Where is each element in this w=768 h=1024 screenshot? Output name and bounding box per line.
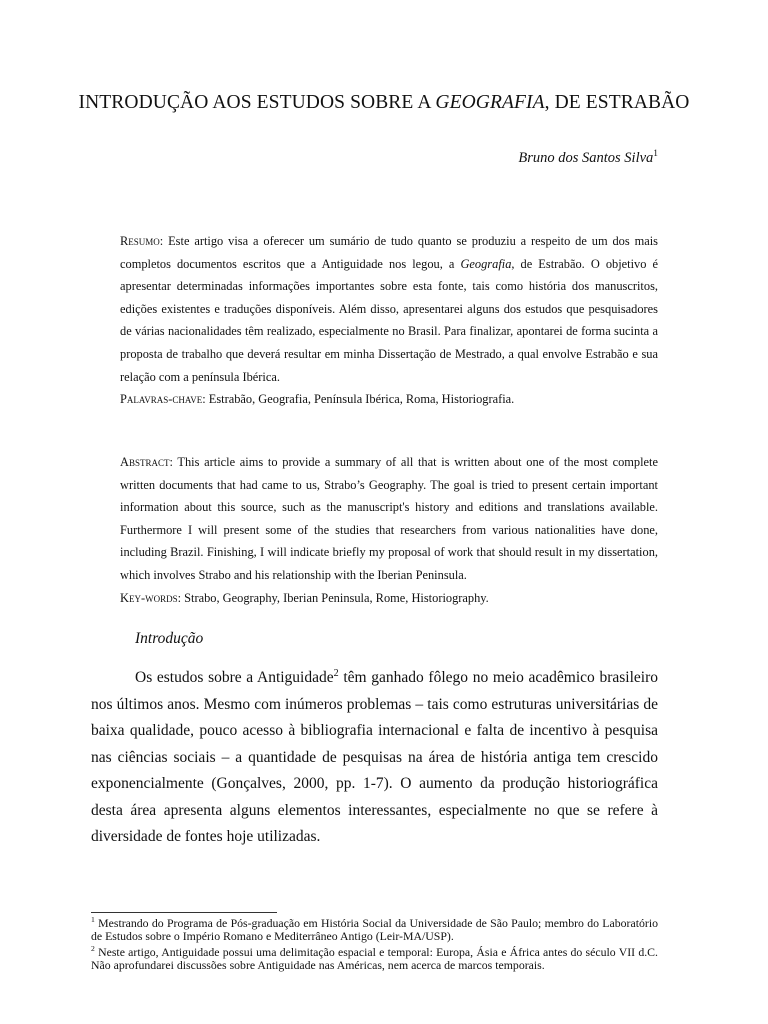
resumo-italic-text: Geografia (460, 256, 512, 271)
palavras-chave (120, 388, 658, 411)
body-text: Os estudos sobre a Antiguidade (135, 669, 334, 686)
abstract-text: This article aims to provide a summary of all that is written about one of the most complete written documents that had came to us, Strabo’s Geography. The goal is tried to present certain important information about this source, such as the manuscript's history and editions and translations available. Furthermore I will present some of the studies that researchers from various nationalities have done, including Brazil. Finishing, I will indicate briefly my proposal of work that should result in my dissertation, which involves Strabo and his relationship with the Iberian Peninsula. (120, 455, 658, 582)
footnote-mark: 1 (91, 915, 95, 925)
keywords-label: Key-words: (120, 590, 182, 605)
author-name: Bruno dos Santos Silva (518, 150, 654, 166)
title-segment: E (256, 92, 269, 113)
abstract-label: Abstract: (120, 455, 173, 469)
title-segment: , (544, 92, 555, 113)
title-segment: NTRODUÇÃO AOS (85, 92, 257, 113)
key-words (120, 587, 658, 610)
footnote (91, 917, 658, 944)
title-segment: E (585, 92, 598, 113)
body-text: têm ganhado fôlego no meio acadêmico brasileiro nos últimos anos. Mesmo com inúmeros problemas – tais como estruturas universitárias de baixa qualidade, pouco acesso à bibliografia internacional e falta de incentivo à pesquisa nas ciências sociais – a quantidade de pesquisas na área de história antiga tem crescido exponencialmente (Gonçalves, 2000, pp. 1-7). O aumento da produção historiográfica desta área apresenta alguns elementos interessantes, especialmente no que se refere à diversidade de fontes hoje utilizadas. (91, 669, 659, 845)
abstract-paragraph (120, 451, 658, 587)
footnote-text: Neste artigo, Antiguidade possui uma delimitação espacial e temporal: Europa, Ásia e África antes do século VII d.C. Não aprofundarei discussões sobre Antiguidade nas Américas, nem acerca de marcos temporais. (91, 945, 658, 973)
keywords-label: Palavras-chave: (120, 392, 206, 407)
resumo-text: Este artigo visa a oferecer um sumário de tudo quanto se produziu a respeito de um dos mais completos documentos escritos que a Antiguidade nos legou, a (120, 234, 658, 271)
resumo-paragraph (120, 230, 658, 388)
keywords-text: Estrabão, Geografia, Península Ibérica, Roma, Historiografia. (205, 392, 515, 407)
footnote-text: Mestrando do Programa de Pós-graduação em História Social da Universidade de São Paulo; membro do Laboratório de Estudos sobre o Império Romano e Mediterrâneo Antigo (Leir-MA/USP). (91, 916, 658, 944)
title-segment: DE (554, 92, 586, 113)
footnote (91, 946, 658, 973)
title-segment: STUDOS SOBRE A (268, 92, 436, 113)
resumo-text: , de Estrabão. O objetivo é apresentar determinadas informações importantes sobre esta fonte, tais como história dos manuscritos, edições existentes e traduções disponíveis. Além disso, apresentarei alguns dos estudos que pesquisadores de várias nacionalidades têm realizado, especialmente no Brasil. Para finalizar, apontarei de forma sucinta a proposta de trabalho que deverá resultar em minha Dissertação de Mestrado, a qual envolve Estrabão e sua relação com a península Ibérica. (120, 256, 658, 384)
page-title (0, 92, 768, 114)
keywords-text: Strabo, Geography, Iberian Peninsula, Rome, Historiography. (181, 590, 489, 605)
body-paragraph (91, 665, 658, 851)
title-italic-segment: GEOGRAFIA (435, 92, 545, 113)
footnote-reference[interactable]: 2 (333, 667, 339, 679)
resumo-section (120, 230, 658, 411)
abstract-section (120, 451, 658, 609)
title-segment: STRABÃO (597, 92, 690, 113)
author-line (518, 150, 658, 167)
section-heading: Introdução (135, 630, 204, 647)
footnote-mark: 2 (91, 944, 95, 954)
resumo-label: Resumo: (120, 234, 164, 248)
footnote-divider (91, 912, 277, 913)
footnote-reference[interactable]: 1 (653, 149, 658, 160)
title-segment: I (78, 92, 86, 113)
